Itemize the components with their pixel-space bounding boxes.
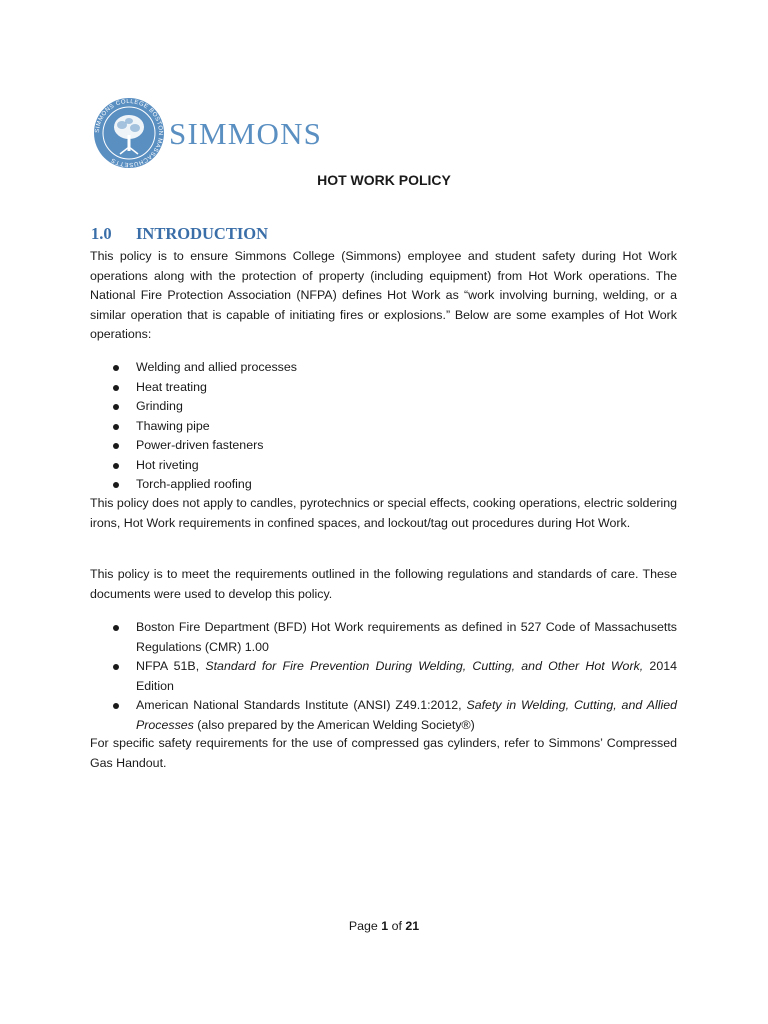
list-item: Power-driven fasteners <box>113 436 297 456</box>
list-item: Torch-applied roofing <box>113 475 297 495</box>
simmons-seal-icon <box>93 97 165 169</box>
closing-paragraph: For specific safety requirements for the use of compressed gas cylinders, refer to Simmons’ Compressed Gas Handout. <box>90 736 677 770</box>
list-item: Welding and allied processes <box>113 358 297 378</box>
list-item: Thawing pipe <box>113 417 297 437</box>
list-item: Boston Fire Department (BFD) Hot Work requirements as defined in 527 Code of Massachusetts Regulations (CMR) 1.00 <box>113 618 677 657</box>
list-item: NFPA 51B, Standard for Fire Prevention During Welding, Cutting, and Other Hot Work, 2014 Edition <box>113 657 677 696</box>
list-item: Heat treating <box>113 378 297 398</box>
section-number: 1.0 <box>91 224 112 243</box>
svg-text:SIMMONS COLLEGE BOSTON MASSACH: SIMMONS COLLEGE BOSTON MASSACHUSETTS <box>94 98 164 168</box>
section-title: INTRODUCTION <box>136 224 269 243</box>
intro-paragraph: This policy is to ensure Simmons College (Simmons) employee and student safety during Hot Work operations along with the protection of property (including equipment) from Hot Work operations. The National Fire Protection Association (NFPA) defines Hot Work as “work involving burning, welding, or a similar operation that is capable of initiating fires or explosions.” Below are some examples of Hot Work operations: <box>90 249 677 341</box>
simmons-logo <box>93 97 322 169</box>
references-list <box>113 618 677 735</box>
page-footer: Page 1 of 21 <box>348 919 420 933</box>
exclusions-paragraph: This policy does not apply to candles, pyrotechnics or special effects, cooking operations, electric soldering irons, Hot Work requirements in confined spaces, and lockout/tag out procedures during Hot Work. <box>90 496 677 530</box>
document-title: HOT WORK POLICY <box>317 172 451 188</box>
logo-wordmark: SIMMONS <box>169 116 323 151</box>
current-page-number: 1 <box>381 919 389 933</box>
hot-work-examples-list <box>113 358 297 495</box>
list-item: Grinding <box>113 397 297 417</box>
total-page-count: 21 <box>405 919 420 933</box>
requirements-paragraph: This policy is to meet the requirements outlined in the following regulations and standards of care. These documents were used to develop this policy. <box>90 567 677 601</box>
list-item: American National Standards Institute (ANSI) Z49.1:2012, Safety in Welding, Cutting, and Allied Processes (also prepared by the American Welding Society®) <box>113 696 677 735</box>
section-heading <box>91 224 268 244</box>
list-item: Hot riveting <box>113 456 297 476</box>
